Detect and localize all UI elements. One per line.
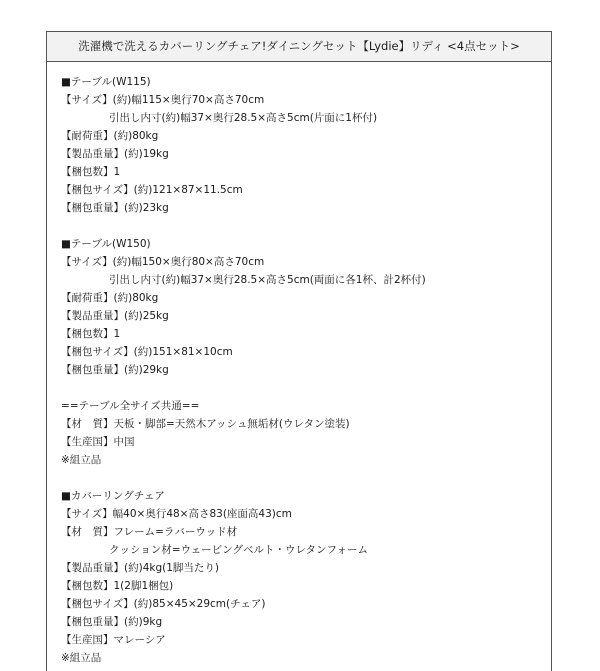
spec-material: 【材 質】フレーム=ラバーウッド材 xyxy=(61,526,238,538)
section-heading: ■カバーリングチェア xyxy=(61,490,165,502)
spec-assembly-note: ※組立品 xyxy=(61,652,102,664)
spec-origin: 【生産国】中国 xyxy=(61,436,135,448)
spec-pack-size: 【梱包サイズ】(約)121×87×11.5cm xyxy=(61,184,243,196)
spec-weight: 【製品重量】(約)19kg xyxy=(61,148,169,160)
spec-pack-size: 【梱包サイズ】(約)151×81×10cm xyxy=(61,346,233,358)
section-heading: ■テーブル(W115) xyxy=(61,76,151,88)
spacer xyxy=(61,379,551,397)
common-heading: ==テーブル全サイズ共通== xyxy=(61,400,200,412)
spec-pack-weight: 【梱包重量】(約)23kg xyxy=(61,202,169,214)
spec-pack-weight: 【梱包重量】(約)9kg xyxy=(61,616,163,628)
spec-weight: 【製品重量】(約)4kg(1脚当たり) xyxy=(61,562,219,574)
spec-weight: 【製品重量】(約)25kg xyxy=(61,310,169,322)
spec-title: 洗濯機で洗えるカバーリングチェア!ダイニングセット【Lydie】リディ <4点セット> xyxy=(47,32,551,62)
spec-pack-weight: 【梱包重量】(約)29kg xyxy=(61,364,169,376)
spec-size: 【サイズ】(約)幅115×奥行70×高さ70cm xyxy=(61,94,265,106)
spec-sheet xyxy=(46,31,552,671)
spec-packages: 【梱包数】1 xyxy=(61,166,121,178)
spec-pack-size: 【梱包サイズ】(約)85×45×29cm(チェア) xyxy=(61,598,266,610)
spec-cushion-material: クッション材=ウェービングベルト・ウレタンフォーム xyxy=(109,544,369,556)
spec-size: 【サイズ】(約)幅150×奥行80×高さ70cm xyxy=(61,256,265,268)
spec-drawer-size: 引出し内寸(約)幅37×奥行28.5×高さ5cm(片面に1杯付) xyxy=(109,112,378,124)
spec-content xyxy=(47,62,551,667)
spec-drawer-size: 引出し内寸(約)幅37×奥行28.5×高さ5cm(両面に各1杯、計2杯付) xyxy=(109,274,426,286)
spec-packages: 【梱包数】1(2脚1梱包) xyxy=(61,580,174,592)
spec-load: 【耐荷重】(約)80kg xyxy=(61,130,159,142)
spacer xyxy=(61,469,551,487)
spec-assembly-note: ※組立品 xyxy=(61,454,102,466)
section-heading: ■テーブル(W150) xyxy=(61,238,151,250)
spec-origin: 【生産国】マレーシア xyxy=(61,634,166,646)
spec-load: 【耐荷重】(約)80kg xyxy=(61,292,159,304)
spec-size: 【サイズ】幅40×奥行48×高さ83(座面高43)cm xyxy=(61,508,292,520)
spec-material: 【材 質】天板・脚部=天然木アッシュ無垢材(ウレタン塗装) xyxy=(61,418,350,430)
spec-packages: 【梱包数】1 xyxy=(61,328,121,340)
spacer xyxy=(61,217,551,235)
